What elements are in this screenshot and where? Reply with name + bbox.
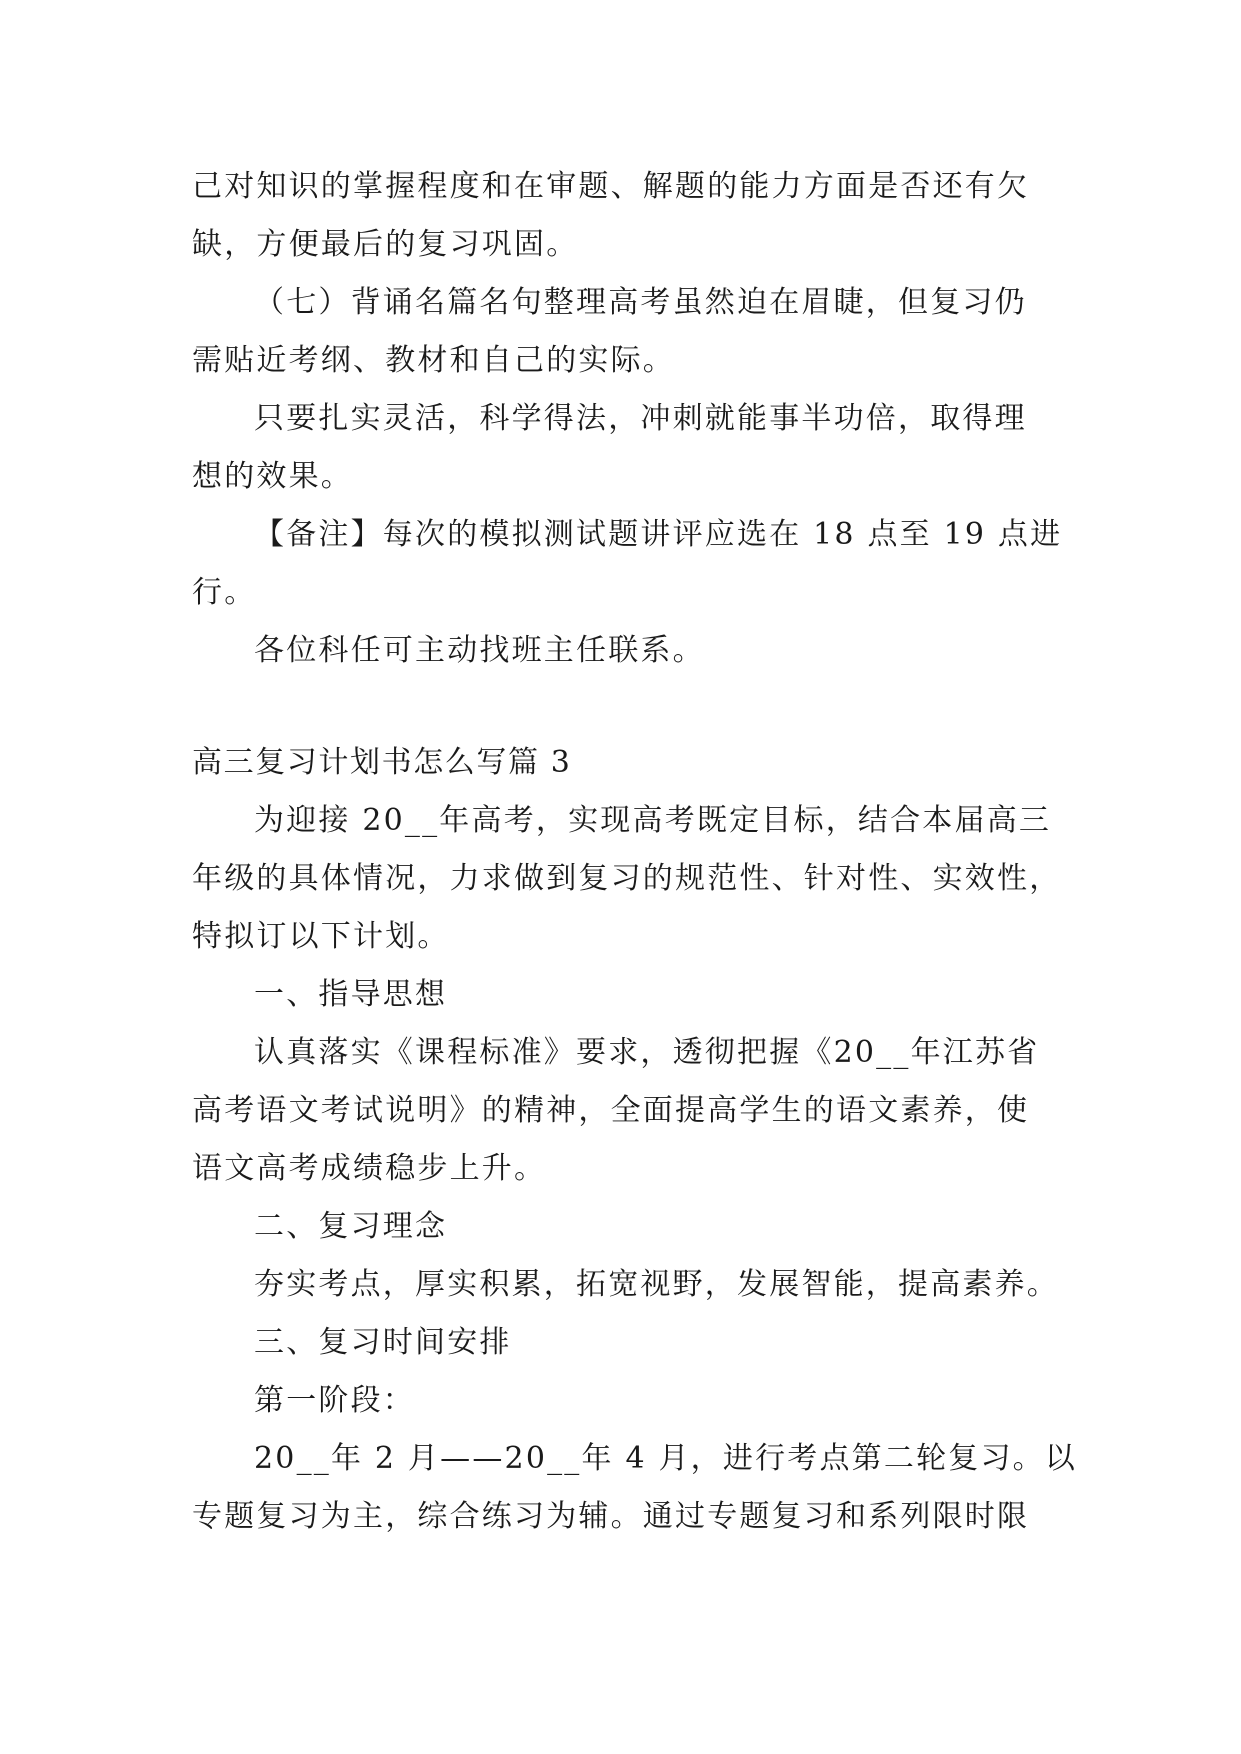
subheading: 二、复习理念 xyxy=(254,1209,448,1244)
text-line: 己对知识的掌握程度和在审题、解题的能力方面是否还有欠 xyxy=(192,169,1030,204)
subheading: 三、复习时间安排 xyxy=(254,1325,512,1360)
text-line: 缺，方便最后的复习巩固。 xyxy=(192,227,579,262)
text-line: 需贴近考纲、教材和自己的实际。 xyxy=(192,343,675,378)
text-line: 夯实考点，厚实积累，拓宽视野，发展智能，提高素养。 xyxy=(254,1267,1059,1302)
subheading: 一、指导思想 xyxy=(254,977,448,1012)
section-gap xyxy=(192,680,1060,734)
text-line: 为迎接 20__年高考，实现高考既定目标，结合本届高三 xyxy=(254,803,1052,838)
text-line: 语文高考成绩稳步上升。 xyxy=(192,1151,547,1186)
text-line: 【备注】每次的模拟测试题讲评应选在 18 点至 19 点进 xyxy=(254,517,1063,552)
section-title: 高三复习计划书怎么写篇 3 xyxy=(192,745,572,780)
text-line: 各位科任可主动找班主任联系。 xyxy=(254,633,705,668)
text-line: 第一阶段： xyxy=(254,1383,415,1418)
text-line: 想的效果。 xyxy=(192,459,353,494)
text-line: （七）背诵名篇名句整理高考虽然迫在眉睫，但复习仍 xyxy=(254,285,1027,320)
text-line: 行。 xyxy=(192,575,257,610)
text-line: 只要扎实灵活，科学得法，冲刺就能事半功倍，取得理 xyxy=(254,401,1027,436)
text-line: 年级的具体情况，力求做到复习的规范性、针对性、实效性， xyxy=(192,861,1062,896)
text-line: 认真落实《课程标准》要求，透彻把握《20__年江苏省 xyxy=(254,1035,1040,1070)
text-line: 专题复习为主，综合练习为辅。通过专题复习和系列限时限 xyxy=(192,1499,1030,1534)
text-line: 特拟订以下计划。 xyxy=(192,919,450,954)
text-line: 高考语文考试说明》的精神，全面提高学生的语文素养，使 xyxy=(192,1093,1030,1128)
document-body xyxy=(192,158,1078,1546)
text-line: 20__年 2 月——20__年 4 月，进行考点第二轮复习。以 xyxy=(254,1441,1078,1476)
